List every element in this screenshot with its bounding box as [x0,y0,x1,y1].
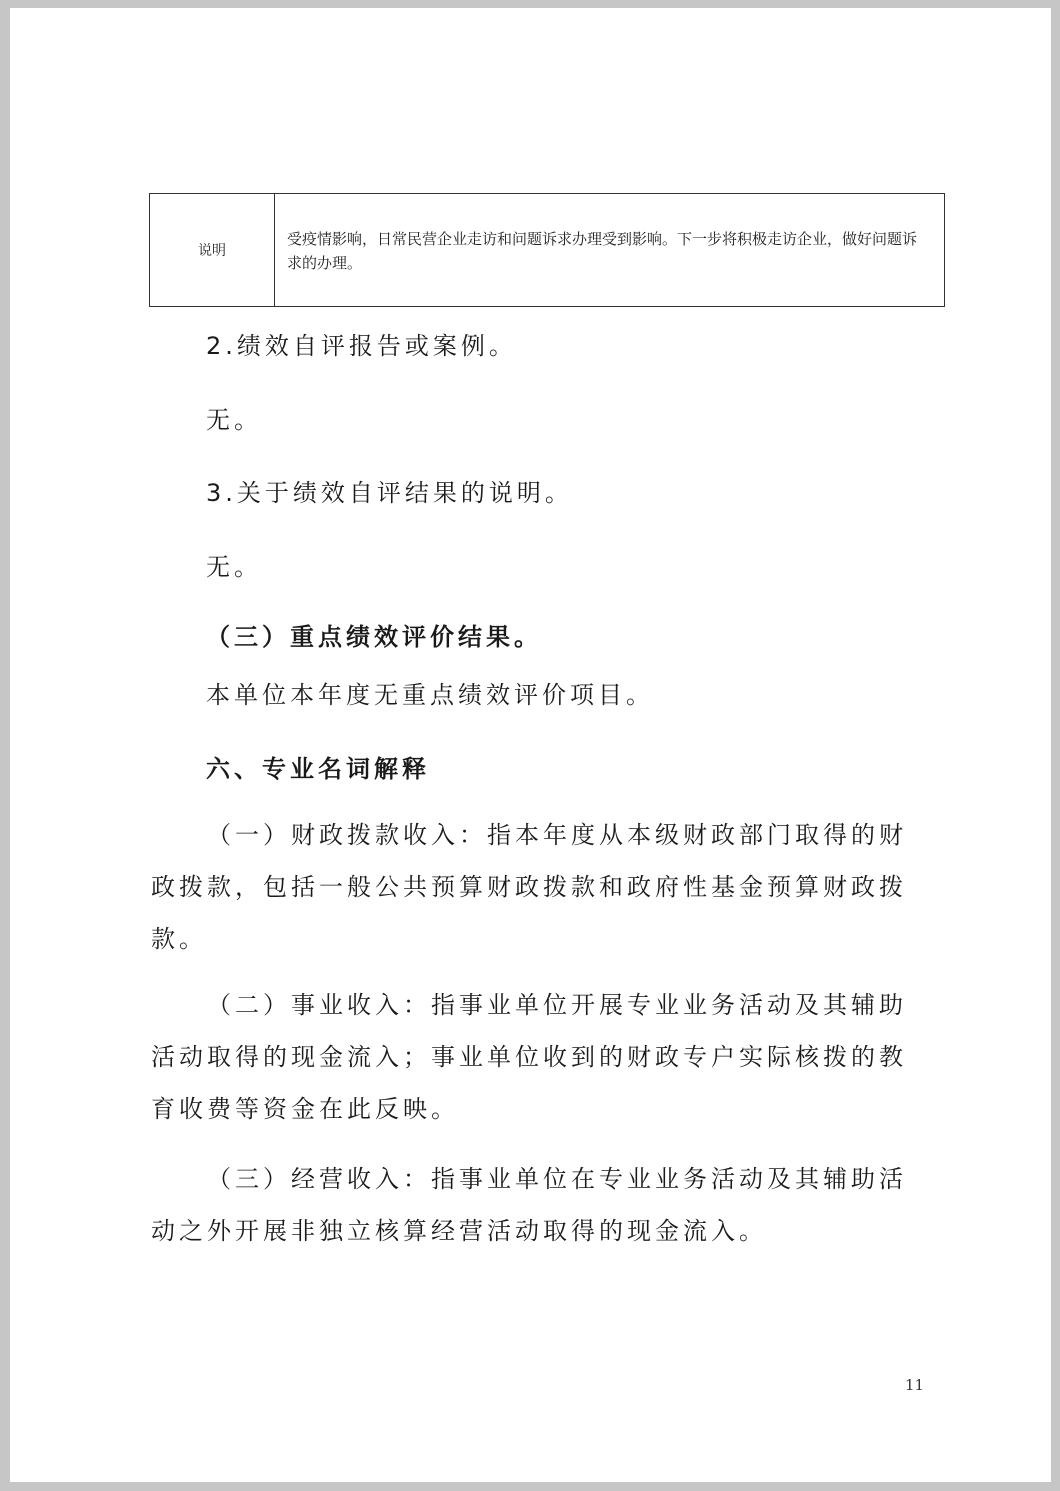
page-number: 11 [905,1376,925,1394]
key-evaluation-title: （三）重点绩效评价结果。 [206,623,542,651]
term-definition: （二）事业收入：指事业单位开展专业业务活动及其辅助活动取得的现金流入；事业单位收到的财政专户实际核拨的教育收费等资金在此反映。 [151,991,907,1123]
term-definition: （三）经营收入：指事业单位在专业业务活动及其辅助活动之外开展非独立核算经营活动取得的现金流入。 [151,1165,907,1245]
document-page [10,8,1051,1482]
key-evaluation-body: 本单位本年度无重点绩效评价项目。 [206,681,654,709]
section-3-body: 无。 [206,553,262,581]
section-3-title: 3.关于绩效自评结果的说明。 [206,479,573,507]
section-2-title: 2.绩效自评报告或案例。 [206,332,517,360]
note-text-cell: 受疫情影响，日常民营企业走访和问题诉求办理受到影响。下一步将积极走访企业，做好问题诉求的办理。 [287,230,918,272]
section-2-body: 无。 [206,406,262,434]
chapter-title: 六、专业名词解释 [206,755,430,783]
note-label-cell: 说明 [150,194,275,306]
note-table [149,193,945,307]
term-definition: （一）财政拨款收入：指本年度从本级财政部门取得的财政拨款，包括一般公共预算财政拨款和政府性基金预算财政拨款。 [151,821,907,953]
